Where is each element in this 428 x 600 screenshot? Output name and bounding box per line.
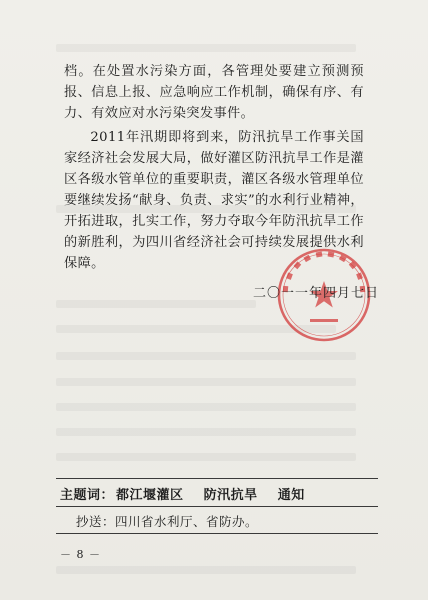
paragraph-text: 档。在处置水污染方面，各管理处要建立预测预报、信息上报、应急响应工作机制，确保有序、有力、有效应对水污染突发事件。 <box>64 64 364 121</box>
cc-value: 四川省水利厅、省防办。 <box>115 514 259 529</box>
bleed-through <box>56 566 356 574</box>
keywords-label: 主题词： <box>60 488 115 503</box>
keywords-line <box>60 484 305 503</box>
bleed-through <box>56 352 356 360</box>
divider <box>56 478 378 479</box>
bleed-through <box>56 453 356 461</box>
divider <box>56 533 378 534</box>
bleed-through <box>56 378 356 386</box>
divider <box>56 506 378 507</box>
bleed-through <box>56 300 256 308</box>
document-date: 二〇一一年四月七日 <box>253 286 380 301</box>
cc-line <box>76 512 258 530</box>
bleed-through <box>56 403 356 411</box>
bleed-through <box>56 44 356 52</box>
cc-label: 抄送： <box>76 514 116 529</box>
bleed-through <box>56 428 356 436</box>
keywords-value: 都江堰灌区 防汛抗旱 通知 <box>116 488 305 503</box>
paragraph-text: 2011年汛期即将到来，防汛抗旱工作事关国家经济社会发展大局，做好灌区防汛抗旱工作是灌区各级水管单位的重要职责，灌区各级水管理单位要继续发扬“献身、负责、求实”的水利行业精神，开拓进取，扎实工作，努力夺取今年防汛抗旱工作的新胜利，为四川省经济社会可持续发展提供水利保障。 <box>64 130 364 271</box>
body-paragraph-continuation <box>64 61 364 124</box>
page-number: － 8 － <box>60 548 101 561</box>
